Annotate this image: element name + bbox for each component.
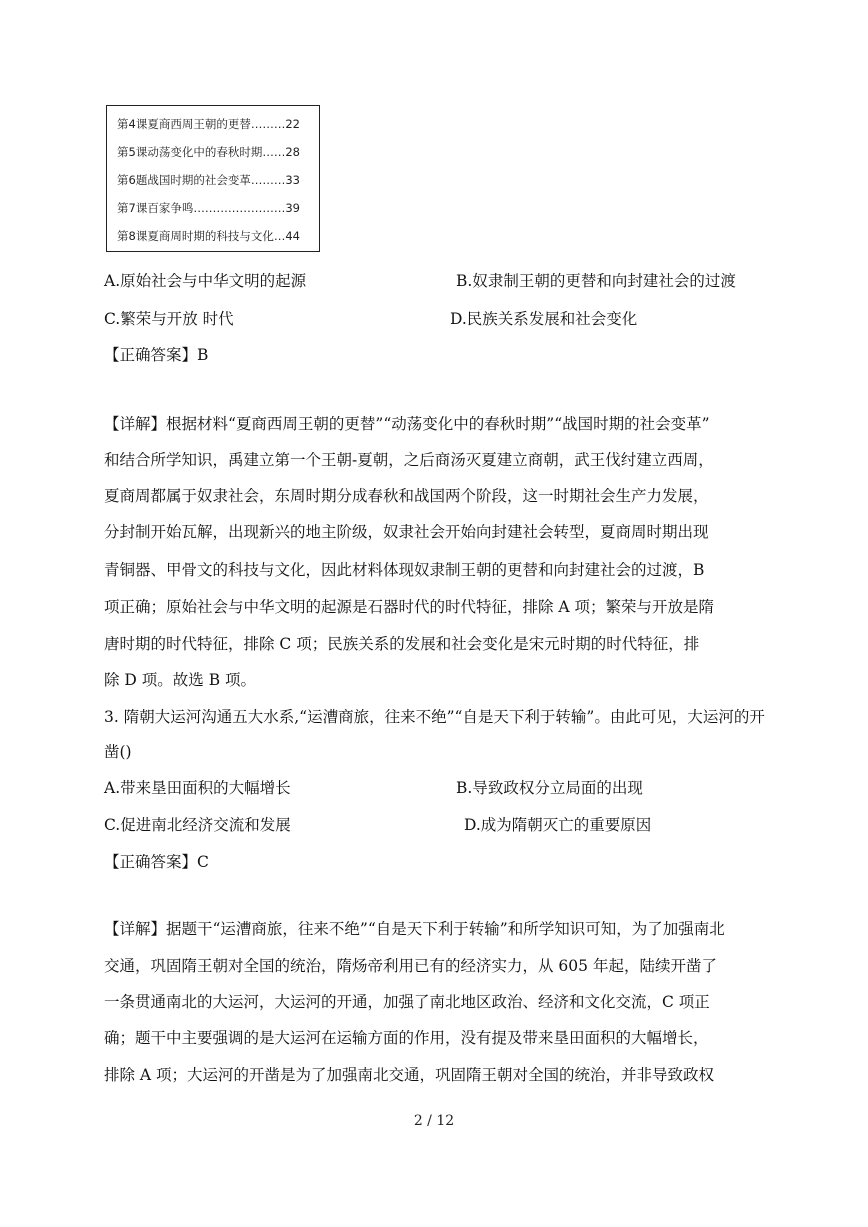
option-d: D.成为隋朝灭亡的重要原因 <box>464 816 652 834</box>
toc-item: 第6题战国时期的社会变革………33 <box>117 173 300 187</box>
option-c: C.促进南北经济交流和发展 <box>104 816 291 834</box>
correct-answer: 【正确答案】C <box>104 853 209 871</box>
question-stem: 3. 隋朝大运河沟通五大水系,“运漕商旅，往来不绝”“自是天下利于转输”。由此可见，大运河的开 <box>104 708 765 726</box>
question-stem: 凿() <box>104 743 132 761</box>
detail-line: 和结合所学知识，禹建立第一个王朝-夏朝，之后商汤灭夏建立商朝，武王伐纣建立西周， <box>104 451 714 469</box>
detail-line: 一条贯通南北的大运河，大运河的开通，加强了南北地区政治、经济和文化交流，C 项正 <box>104 993 710 1011</box>
toc-item: 第4课夏商西周王朝的更替………22 <box>117 117 300 131</box>
detail-line: 【详解】根据材料“夏商西周王朝的更替”“动荡变化中的春秋时期”“战国时期的社会变革” <box>104 415 710 433</box>
correct-answer: 【正确答案】B <box>104 346 209 364</box>
option-c: C.繁荣与开放 时代 <box>104 310 234 328</box>
detail-line: 夏商周都属于奴隶社会，东周时期分成春秋和战国两个阶段，这一时期社会生产力发展， <box>104 487 709 505</box>
detail-line: 项正确；原始社会与中华文明的起源是石器时代的时代特征，排除 A 项；繁荣与开放是隋 <box>104 598 715 616</box>
detail-line: 唐时期的时代特征，排除 C 项；民族关系的发展和社会变化是宋元时期的时代特征，排 <box>104 635 700 653</box>
detail-line: 排除 A 项；大运河的开凿是为了加强南北交通，巩固隋王朝对全国的统治，并非导致政权 <box>104 1066 715 1084</box>
detail-line: 交通，巩固隋王朝对全国的统治，隋炀帝利用已有的经济实力，从 605 年起，陆续开凿了 <box>104 957 717 975</box>
detail-line: 除 D 项。故选 B 项。 <box>104 671 257 689</box>
detail-line: 确；题干中主要强调的是大运河在运输方面的作用，没有提及带来垦田面积的大幅增长， <box>104 1029 709 1047</box>
detail-line: 分封制开始瓦解，出现新兴的地主阶级，奴隶社会开始向封建社会转型，夏商周时期出现 <box>104 523 709 541</box>
detail-line: 【详解】据题干“运漕商旅，往来不绝”“自是天下利于转输”和所学知识可知，为了加强南北 <box>104 920 725 938</box>
page-number: 2 / 12 <box>413 1113 455 1129</box>
toc-item: 第8课夏商周时期的科技与文化…44 <box>117 229 300 243</box>
option-a: A.原始社会与中华文明的起源 <box>104 272 307 290</box>
toc-item: 第5课动荡变化中的春秋时期……28 <box>117 145 300 159</box>
option-b: B.奴隶制王朝的更替和向封建社会的过渡 <box>456 272 736 290</box>
toc-item: 第7课百家争鸣……………………39 <box>117 201 300 215</box>
option-a: A.带来垦田面积的大幅增长 <box>104 779 291 797</box>
table-of-contents-box <box>106 105 320 252</box>
detail-line: 青铜器、甲骨文的科技与文化，因此材料体现奴隶制王朝的更替和向封建社会的过渡，B <box>104 561 705 579</box>
option-d: D.民族关系发展和社会变化 <box>450 310 638 328</box>
option-b: B.导致政权分立局面的出现 <box>456 779 643 797</box>
